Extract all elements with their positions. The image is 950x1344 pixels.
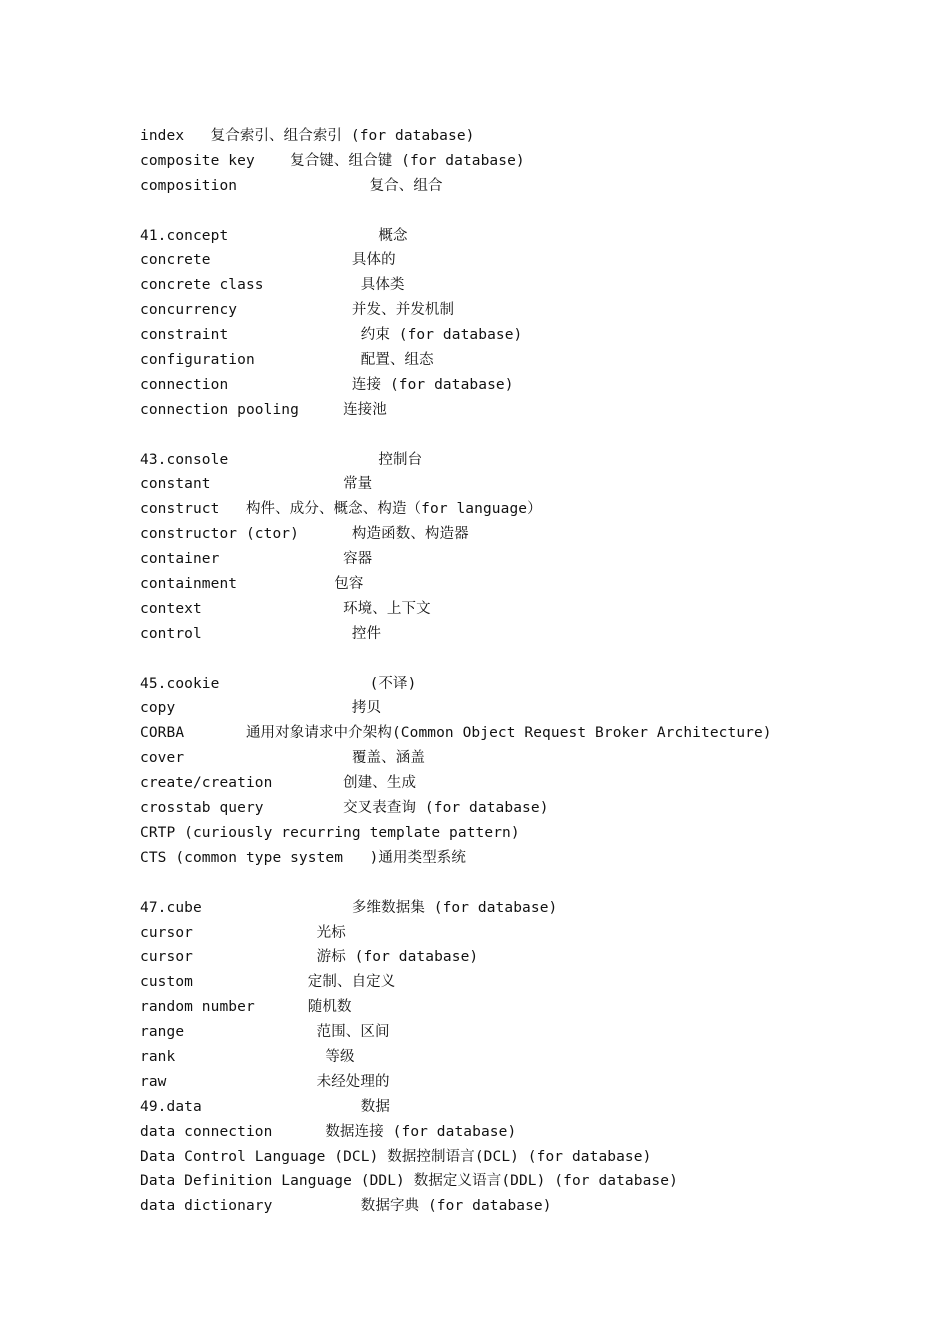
- glossary-text: [140, 124, 920, 1219]
- glossary-entry-concrete-class: concrete class 具体类: [140, 277, 405, 294]
- glossary-entry-cts: CTS (common type system )通用类型系统: [140, 849, 467, 866]
- glossary-entry-data-dictionary: data dictionary 数据字典 (for database): [140, 1198, 552, 1215]
- glossary-entry-concept: 41.concept 概念: [140, 227, 408, 244]
- glossary-entry-dcl: Data Control Language (DCL) 数据控制语言(DCL) (for database): [140, 1148, 652, 1165]
- blank-line: [140, 647, 920, 672]
- glossary-entry-container: container 容器: [140, 551, 373, 568]
- glossary-entry-composite-index: index 复合索引、组合索引 (for database): [140, 128, 475, 144]
- glossary-entry-range: range 范围、区间: [140, 1024, 390, 1041]
- glossary-entry-concrete: concrete 具体的: [140, 252, 396, 269]
- glossary-entry-crosstab-query: crosstab query 交叉表查询 (for database): [140, 800, 549, 817]
- glossary-entry-composition: composition 复合、组合: [140, 177, 443, 194]
- glossary-entry-copy: copy 拷贝: [140, 700, 382, 717]
- glossary-entry-corba: CORBA 通用对象请求中介架构(Common Object Request Broker Architecture): [140, 725, 772, 742]
- glossary-entry-containment: containment 包容: [140, 576, 364, 593]
- blank-line: [140, 871, 920, 896]
- glossary-entry-composite-key: composite key 复合键、组合键 (for database): [140, 152, 525, 169]
- blank-line: [140, 199, 920, 224]
- glossary-entry-cookie: 45.cookie (不译): [140, 675, 417, 692]
- glossary-entry-custom: custom 定制、自定义: [140, 974, 396, 991]
- glossary-entry-random-number: random number 随机数: [140, 999, 352, 1016]
- glossary-entry-construct: construct 构件、成分、概念、构造（for language）: [140, 501, 542, 518]
- glossary-entry-configuration: configuration 配置、组态: [140, 352, 434, 369]
- glossary-entry-constraint: constraint 约束 (for database): [140, 327, 523, 344]
- glossary-entry-constructor: constructor (ctor) 构造函数、构造器: [140, 526, 469, 543]
- glossary-entry-crtp: CRTP (curiously recurring template pattern): [140, 824, 520, 841]
- glossary-entry-console: 43.console 控制台: [140, 451, 423, 468]
- glossary-entry-data: 49.data 数据: [140, 1098, 390, 1115]
- glossary-entry-cursor-database: cursor 游标 (for database): [140, 949, 479, 966]
- glossary-entry-cube: 47.cube 多维数据集 (for database): [140, 899, 558, 916]
- glossary-entry-concurrency: concurrency 并发、并发机制: [140, 302, 455, 319]
- glossary-entry-data-connection: data connection 数据连接 (for database): [140, 1123, 517, 1140]
- glossary-entry-control: control 控件: [140, 625, 382, 642]
- glossary-entry-rank: rank 等级: [140, 1048, 355, 1065]
- blank-line: [140, 423, 920, 448]
- glossary-entry-constant: constant 常量: [140, 476, 373, 493]
- glossary-entry-context: context 环境、上下文: [140, 600, 431, 617]
- glossary-entry-connection: connection 连接 (for database): [140, 376, 514, 393]
- glossary-entry-create-creation: create/creation 创建、生成: [140, 775, 417, 792]
- glossary-entry-connection-pooling: connection pooling 连接池: [140, 401, 387, 418]
- glossary-entry-raw: raw 未经处理的: [140, 1073, 390, 1090]
- glossary-entry-ddl: Data Definition Language (DDL) 数据定义语言(DDL) (for database): [140, 1173, 678, 1190]
- glossary-entry-cursor-light: cursor 光标: [140, 924, 346, 941]
- glossary-entry-cover: cover 覆盖、涵盖: [140, 750, 425, 767]
